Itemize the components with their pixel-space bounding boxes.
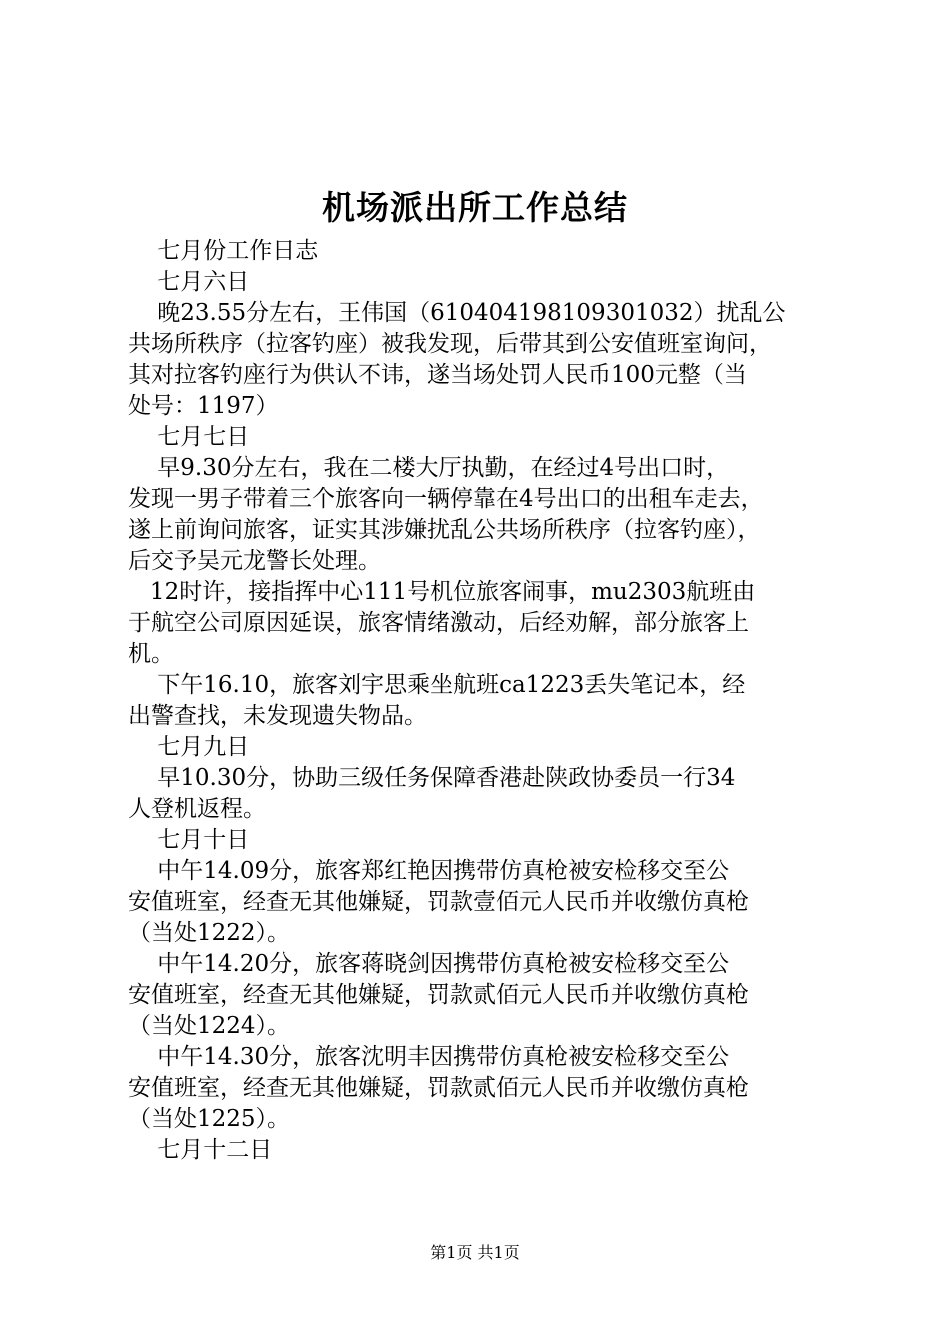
text-line: 早10.30分，协助三级任务保障香港赴陕政协委员一行34 [128, 765, 736, 791]
text-line: 晚23.55分左右，王伟国（610404198109301032）扰乱公 [128, 300, 786, 326]
text-line: 中午14.30分，旅客沈明丰因携带仿真枪被安检移交至公 [128, 1044, 730, 1070]
text-line: 发现一男子带着三个旅客向一辆停靠在4号出口的出租车走去， [128, 486, 764, 512]
text-line: 处号：1197） [128, 393, 279, 419]
document-body [128, 236, 828, 1166]
text-line: 人登机返程。 [128, 796, 266, 822]
text-line: （当处1224）。 [128, 1013, 291, 1039]
text-line: （当处1222）。 [128, 920, 291, 946]
text-line: 七月份工作日志 [128, 238, 319, 264]
text-line: 后交予吴元龙警长处理。 [128, 548, 381, 574]
text-line: （当处1225）。 [128, 1106, 291, 1132]
text-line: 安值班室，经查无其他嫌疑，罚款贰佰元人民币并收缴仿真枪 [128, 1075, 749, 1101]
text-line: 七月十二日 [128, 1137, 273, 1163]
text-line: 七月七日 [128, 424, 250, 450]
text-line: 安值班室，经查无其他嫌疑，罚款贰佰元人民币并收缴仿真枪 [128, 982, 749, 1008]
text-line: 共场所秩序（拉客钓座）被我发现，后带其到公安值班室询问， [128, 331, 772, 357]
text-line: 机。 [128, 641, 174, 667]
text-line: 其对拉客钓座行为供认不讳，遂当场处罚人民币100元整（当 [128, 362, 747, 388]
text-line: 七月十日 [128, 827, 250, 853]
text-line: 七月九日 [128, 734, 250, 760]
text-line: 下午16.10，旅客刘宇思乘坐航班ca1223丢失笔记本，经 [128, 672, 746, 698]
text-line: 中午14.20分，旅客蒋晓剑因携带仿真枪被安检移交至公 [128, 951, 730, 977]
text-line: 于航空公司原因延误，旅客情绪激动，后经劝解，部分旅客上 [128, 610, 749, 636]
text-line: 早9.30分左右，我在二楼大厅执勤，在经过4号出口时， [128, 455, 730, 481]
text-line: 安值班室，经查无其他嫌疑，罚款壹佰元人民币并收缴仿真枪 [128, 889, 749, 915]
text-line: 出警查找，未发现遗失物品。 [128, 703, 427, 729]
text-line: 七月六日 [128, 269, 250, 295]
text-line: 中午14.09分，旅客郑红艳因携带仿真枪被安检移交至公 [128, 858, 730, 884]
text-line: 遂上前询问旅客，证实其涉嫌扰乱公共场所秩序（拉客钓座）， [128, 517, 761, 543]
text-line: 12时许，接指挥中心111号机位旅客闹事，mu2303航班由 [128, 579, 756, 605]
document-title: 机场派出所工作总结 [322, 188, 628, 227]
page-footer: 第1页 共1页 [430, 1243, 520, 1262]
